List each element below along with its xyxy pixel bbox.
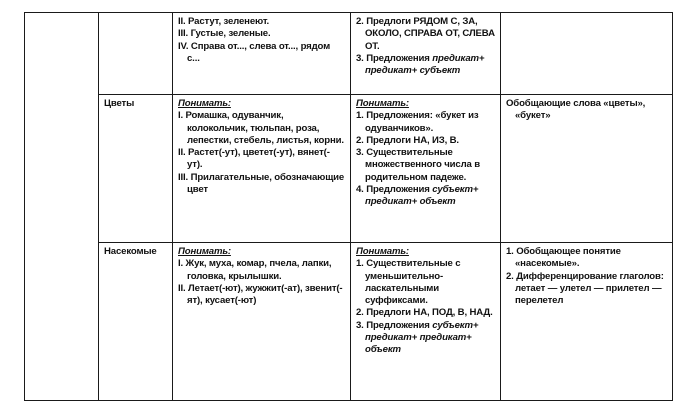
vocabulary-cell — [173, 13, 351, 95]
note-item: Обобщающие слова «цветы», «букет» — [506, 98, 646, 122]
grammar-cell — [351, 243, 501, 401]
table-row — [25, 13, 673, 95]
table-row — [25, 243, 673, 401]
section-heading: Понимать: — [356, 246, 409, 257]
notes-cell — [501, 95, 673, 243]
grammar-item: 2. Предлоги НА, ИЗ, В. — [356, 134, 459, 146]
notes-cell — [501, 243, 673, 401]
blank-cell — [25, 13, 99, 401]
vocabulary-item: IV. Справа от..., слева от..., рядом с... — [178, 40, 331, 64]
vocabulary-item: II. Растет(-ут), цветет(-ут), вянет(-ут). — [178, 147, 330, 171]
topic-cell — [99, 95, 173, 243]
vocabulary-item: II. Летает(-ют), жужжит(-ат), звенит(-ят), кусает(-ют) — [178, 282, 343, 307]
vocabulary-item: II. Растут, зеленеют. — [178, 16, 270, 27]
vocabulary-cell — [173, 95, 351, 243]
lesson-plan-table — [24, 12, 673, 401]
grammar-item: 3. Предложения предикат+ предикат+ субъект — [356, 52, 485, 77]
vocabulary-item: III. Прилагательные, обозначающие цвет — [178, 171, 345, 196]
topic-cell — [99, 13, 173, 95]
grammar-item: 2. Предлоги РЯДОМ С, ЗА, ОКОЛО, СПРАВА ОТ, СЛЕВА ОТ. — [356, 16, 495, 52]
note-item: 1. Обобщающее понятие «насекомые». — [506, 246, 621, 270]
grammar-item: 1. Предложения: «букет из одуванчиков». — [356, 110, 479, 134]
table-row — [25, 95, 673, 243]
grammar-cell — [351, 95, 501, 243]
grammar-item: 1. Существительные с уменьшительно-ласкательными суффиксами. — [356, 258, 461, 307]
topic-cell — [99, 243, 173, 401]
vocabulary-item: I. Жук, муха, комар, пчела, лапки, головка, крылышки. — [178, 258, 332, 282]
section-heading: Понимать: — [178, 98, 231, 109]
grammar-cell — [351, 13, 501, 95]
topic-label: Цветы — [104, 98, 135, 109]
vocabulary-item: III. Густые, зеленые. — [178, 28, 271, 40]
grammar-item: 4. Предложения субъект+ предикат+ объект — [356, 184, 479, 208]
grammar-item: 3. Предложения субъект+ предикат+ предикат+ объект — [356, 319, 479, 356]
grammar-item: 3. Существительные множественного числа в родительном падеже. — [356, 147, 480, 183]
note-item: 2. Дифференцирование глаголов: летает — улетел — прилетел — перелетел — [506, 270, 664, 307]
topic-label: Насекомые — [104, 246, 157, 257]
grammar-item: 2. Предлоги НА, ПОД, В, НАД. — [356, 307, 493, 319]
vocabulary-item: I. Ромашка, одуванчик, колокольчик, тюльпан, роза, лепестки, стебель, листья, корни. — [178, 110, 344, 146]
section-heading: Понимать: — [178, 246, 231, 257]
vocabulary-cell — [173, 243, 351, 401]
notes-cell — [501, 13, 673, 95]
section-heading: Понимать: — [356, 98, 409, 109]
